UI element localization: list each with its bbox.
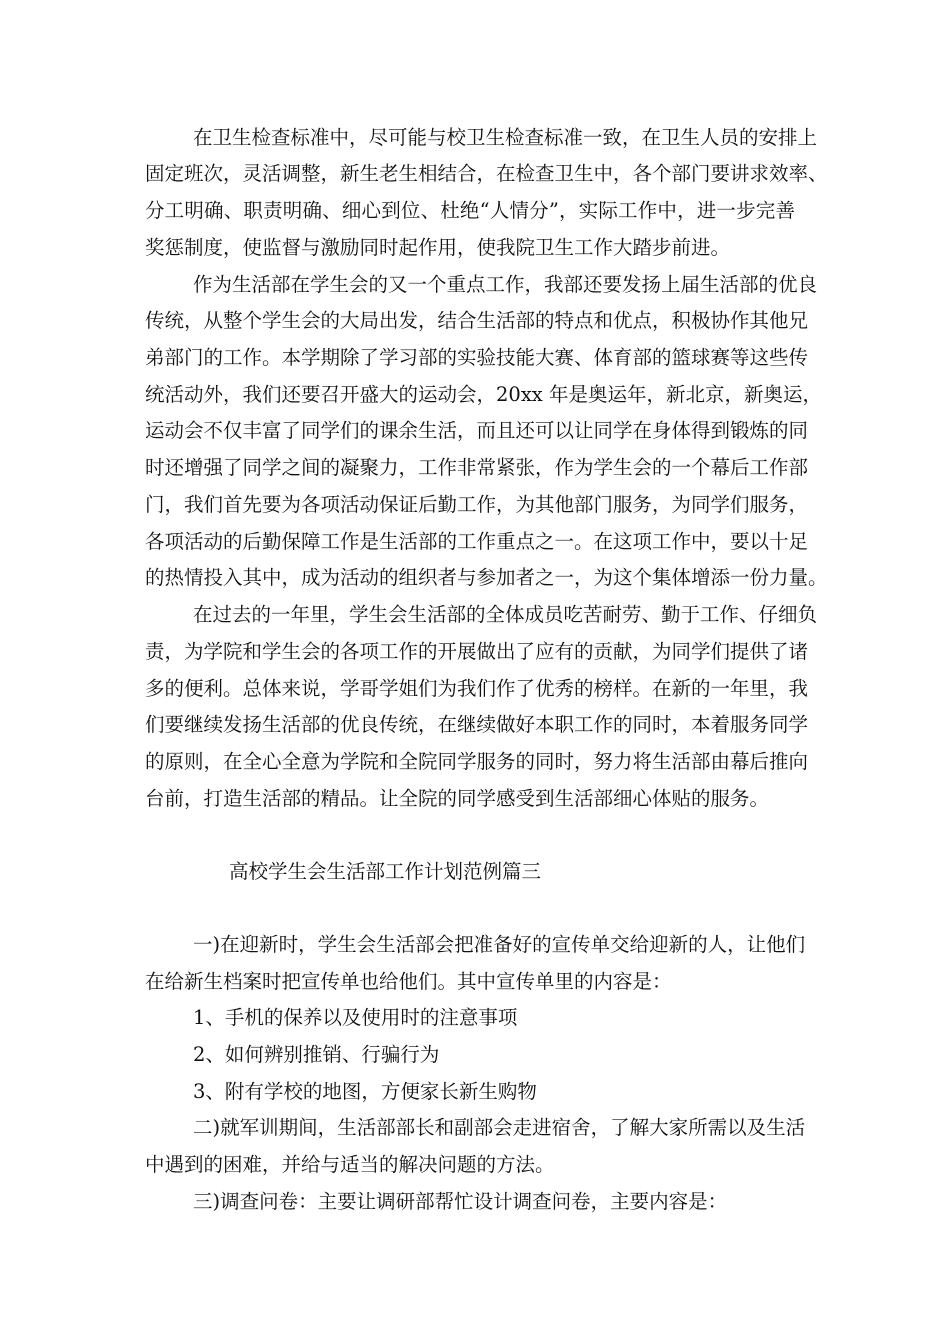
paragraph-1-line-4: 奖惩制度，使监督与激励同时起作用，使我院卫生工作大踏步前进。	[145, 236, 731, 259]
paragraph-2-line-1: 作为生活部在学生会的又一个重点工作，我部还要发扬上届生活部的优良	[193, 273, 818, 296]
paragraph-1-line-1: 在卫生检查标准中，尽可能与校卫生检查标准一致，在卫生人员的安排上	[193, 126, 818, 149]
paragraph-3-line-5: 的原则，在全心全意为学院和全院同学服务的同时，努力将生活部由幕后推向	[145, 750, 809, 773]
paragraph-2-line-9: 的热情投入其中，成为活动的组织者与参加者之一，为这个集体增添一份力量。	[145, 566, 828, 589]
paragraph-2-line-8: 各项活动的后勤保障工作是生活部的工作重点之一。在这项工作中，要以十足	[145, 530, 809, 553]
list-item: 2、如何辨别推销、行骗行为	[193, 1043, 440, 1066]
paragraph-2-line-3: 弟部门的工作。本学期除了学习部的实验技能大赛、体育部的篮球赛等这些传	[145, 346, 809, 369]
paragraph-2-line-2: 传统，从整个学生会的大局出发，结合生活部的特点和优点，积极协作其他兄	[145, 309, 809, 332]
paragraph-3-line-6: 台前，打造生活部的精品。让全院的同学感受到生活部细心体贴的服务。	[145, 787, 770, 810]
section-1-line-2: 在给新生档案时把宣传单也给他们。其中宣传单里的内容是：	[145, 970, 672, 993]
section-heading: 高校学生会生活部工作计划范例篇三	[229, 860, 542, 883]
paragraph-1-line-2: 固定班次，灵活调整，新生老生相结合，在检查卫生中，各个部门要讲求效率、	[145, 162, 828, 185]
section-2-line-2: 中遇到的困难，并给与适当的解决问题的方法。	[145, 1153, 555, 1176]
section-1-line-1: 一)在迎新时，学生会生活部会把准备好的宣传单交给迎新的人，让他们	[193, 933, 806, 956]
section-2-line-1: 二)就军训期间，生活部部长和副部会走进宿舍，了解大家所需以及生活	[193, 1116, 806, 1139]
paragraph-1-line-3: 分工明确、职责明确、细心到位、杜绝“人情分”，实际工作中，进一步完善	[145, 199, 795, 222]
section-3-line-1: 三)调查问卷：主要让调研部帮忙设计调查问卷，主要内容是：	[193, 1190, 728, 1213]
paragraph-3-line-4: 们要继续发扬生活部的优良传统，在继续做好本职工作的同时，本着服务同学	[145, 713, 809, 736]
paragraph-3-line-1: 在过去的一年里，学生会生活部的全体成员吃苦耐劳、勤于工作、仔细负	[193, 603, 818, 626]
paragraph-2-line-6: 时还增强了同学之间的凝聚力，工作非常紧张，作为学生会的一个幕后工作部	[145, 456, 809, 479]
list-item: 3、附有学校的地图，方便家长新生购物	[193, 1080, 537, 1103]
list-item: 1、手机的保养以及使用时的注意事项	[193, 1006, 518, 1029]
paragraph-3-line-3: 多的便利。总体来说，学哥学姐们为我们作了优秀的榜样。在新的一年里，我	[145, 677, 809, 700]
paragraph-2-line-5: 运动会不仅丰富了同学们的课余生活，而且还可以让同学在身体得到锻炼的同	[145, 419, 809, 442]
paragraph-2-line-4: 统活动外，我们还要召开盛大的运动会，20xx 年是奥运年，新北京，新奥运，	[145, 383, 823, 406]
paragraph-2-line-7: 门，我们首先要为各项活动保证后勤工作，为其他部门服务，为同学们服务，	[145, 493, 809, 516]
paragraph-3-line-2: 责，为学院和学生会的各项工作的开展做出了应有的贡献，为同学们提供了诸	[145, 640, 809, 663]
